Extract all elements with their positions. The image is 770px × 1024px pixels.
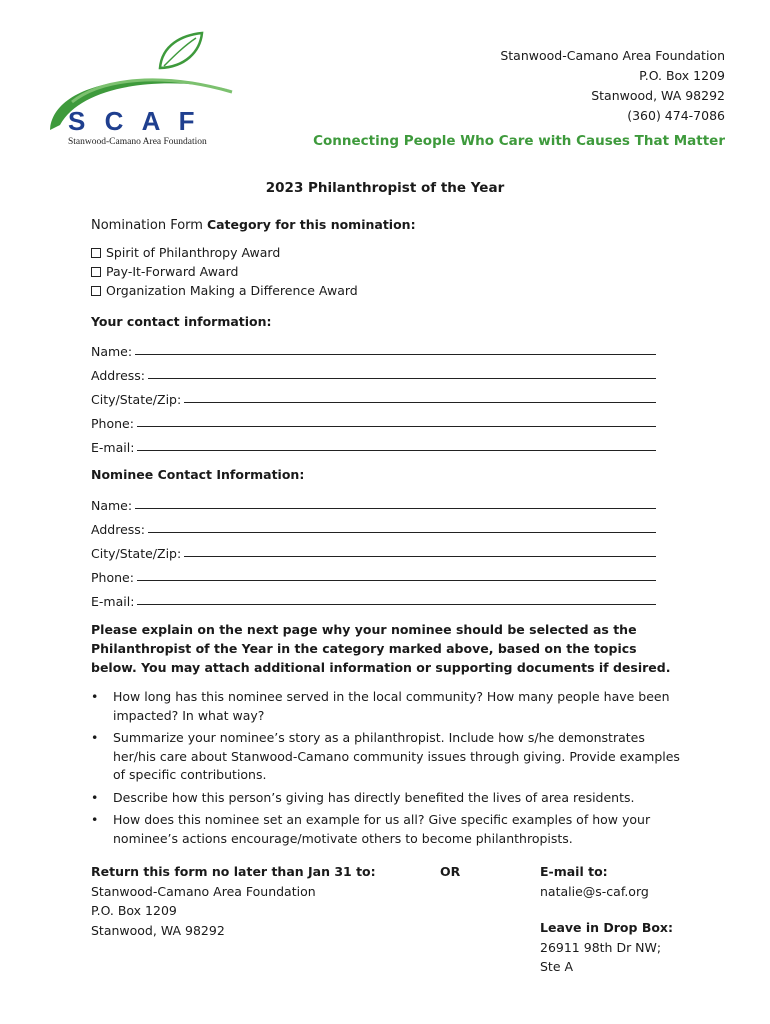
dropbox-line: Ste A <box>540 959 574 974</box>
list-item: • How long has this nominee served in the local community? How many people have been impacted? In what way? <box>91 688 691 725</box>
field-label: E-mail: <box>91 594 135 609</box>
tagline: Connecting People Who Care with Causes That Matter <box>313 133 725 149</box>
contact-address-field[interactable] <box>91 361 656 383</box>
field-label: Name: <box>91 344 133 359</box>
nominee-email-field[interactable] <box>91 587 656 609</box>
contact-phone-field[interactable] <box>91 409 656 431</box>
nomination-form-label: Nomination Form <box>91 218 203 233</box>
email-block <box>540 862 649 901</box>
checkbox[interactable] <box>91 267 101 277</box>
category-label: Pay-It-Forward Award <box>106 264 239 279</box>
category-heading: Category for this nomination: <box>206 217 416 232</box>
address-line: P.O. Box 1209 <box>639 68 725 83</box>
return-mail-block <box>91 862 376 940</box>
contact-name-field[interactable] <box>91 337 656 359</box>
instructions: Please explain on the next page why your nominee should be selected as the Philanthropist of the Year in the category marked above, based on the topics below. You may attach additional information or supporting documents if desired. <box>91 622 671 675</box>
address-line: (360) 474-7086 <box>627 108 725 123</box>
return-heading: Return this form no later than Jan 31 to: <box>91 864 376 879</box>
category-label: Spirit of Philanthropy Award <box>106 245 281 260</box>
category-option[interactable] <box>91 262 358 281</box>
dropbox-block <box>540 918 673 977</box>
email-heading: E-mail to: <box>540 864 608 879</box>
dropbox-line: 26911 98th Dr NW; <box>540 939 662 955</box>
nominee-heading: Nominee Contact Information: <box>91 467 305 482</box>
checkbox[interactable] <box>91 248 101 258</box>
return-line: P.O. Box 1209 <box>91 903 177 918</box>
or-label: OR <box>440 864 461 879</box>
logo-subtitle: Stanwood-Camano Area Foundation <box>68 137 207 147</box>
field-label: Phone: <box>91 416 134 431</box>
dropbox-heading: Leave in Drop Box: <box>540 920 673 935</box>
category-option[interactable] <box>91 281 358 300</box>
contact-city-field[interactable] <box>91 385 656 407</box>
field-label: E-mail: <box>91 440 135 455</box>
nominee-name-field[interactable] <box>91 491 656 513</box>
category-list <box>91 243 358 300</box>
field-label: City/State/Zip: <box>91 392 182 407</box>
address-line: Stanwood-Camano Area Foundation <box>500 48 725 63</box>
field-label: Name: <box>91 498 133 513</box>
nominee-address-field[interactable] <box>91 515 656 537</box>
list-item: • Summarize your nominee’s story as a philanthropist. Include how s/he demonstrates her/his care about Stanwood-Camano community issues through giving. Provide examples of specific contributions. <box>91 729 691 785</box>
category-label: Organization Making a Difference Award <box>106 283 358 298</box>
return-line: Stanwood, WA 98292 <box>91 922 225 938</box>
page-title: 2023 Philanthropist of the Year <box>265 180 505 196</box>
org-address <box>500 46 725 126</box>
contact-heading: Your contact information: <box>91 314 272 329</box>
list-item: • Describe how this person’s giving has directly benefited the lives of area residents. <box>91 789 691 808</box>
checkbox[interactable] <box>91 286 101 296</box>
field-label: Address: <box>91 522 145 537</box>
topic-list <box>91 688 691 852</box>
email-link[interactable]: natalie@s-caf.org <box>540 883 649 899</box>
nomination-heading <box>91 217 416 233</box>
field-label: Address: <box>91 368 145 383</box>
nominee-phone-field[interactable] <box>91 563 656 585</box>
logo-letters: S C A F <box>68 106 201 136</box>
return-line: Stanwood-Camano Area Foundation <box>91 883 316 899</box>
category-option[interactable] <box>91 243 358 262</box>
contact-email-field[interactable] <box>91 433 656 455</box>
scaf-logo <box>42 30 242 160</box>
field-label: City/State/Zip: <box>91 546 182 561</box>
list-item: • How does this nominee set an example for us all? Give specific examples of how your nominee’s actions encourage/motivate others to become philanthropists. <box>91 811 691 848</box>
address-line: Stanwood, WA 98292 <box>591 88 725 103</box>
field-label: Phone: <box>91 570 134 585</box>
nominee-city-field[interactable] <box>91 539 656 561</box>
